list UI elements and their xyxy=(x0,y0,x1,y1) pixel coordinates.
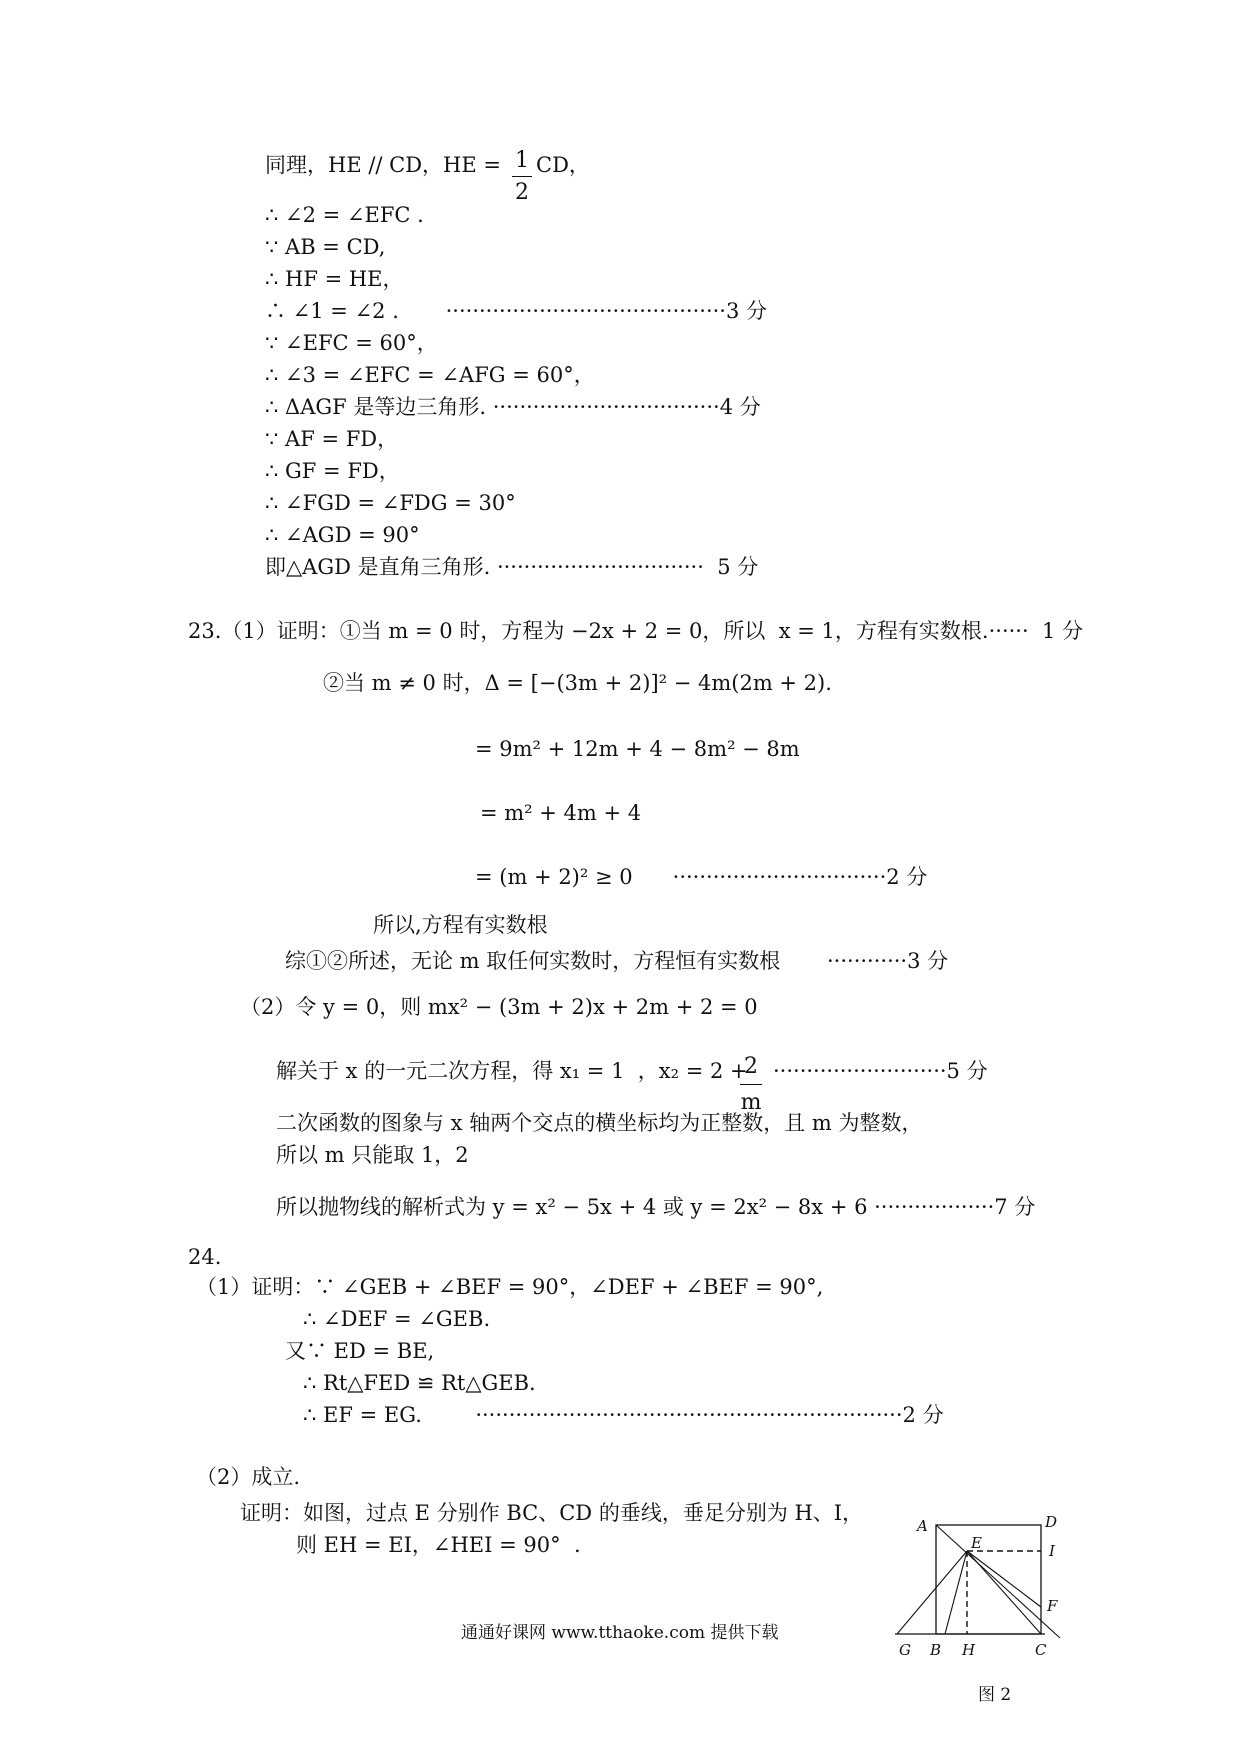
text-line: 解关于 x 的一元二次方程，得 x₁ = 1 ，x₂ = 2 + xyxy=(276,1059,748,1083)
text-line: ∴ GF = FD， xyxy=(265,459,400,483)
fraction-denominator: 2 xyxy=(515,180,529,205)
segment-ef xyxy=(967,1551,1041,1607)
label-c: C xyxy=(1035,1641,1047,1659)
fraction-suffix: CD， xyxy=(536,153,590,177)
footer-source: 通通好课网 www.tthaoke.com 提供下载 xyxy=(461,1623,779,1643)
text-line: = (m + 2)² ≥ 0 ································2 分 xyxy=(475,865,928,889)
fraction-bar xyxy=(512,176,532,177)
text-line: （1）证明：∵ ∠GEB + ∠BEF = 90°，∠DEF + ∠BEF = 90°, xyxy=(196,1275,824,1299)
geometry-figure xyxy=(885,1515,1075,1695)
label-b: B xyxy=(930,1641,942,1659)
text-line: ∴ HF = HE， xyxy=(265,267,404,291)
text-line: ∴ ∠FGD = ∠FDG = 30° xyxy=(265,491,516,515)
text-line: 所以抛物线的解析式为 y = x² − 5x + 4 或 y = 2x² − 8x + 6 ··················7 分 xyxy=(276,1195,1036,1219)
label-h: H xyxy=(962,1641,976,1659)
text-line: ∴ ∠AGD = 90° xyxy=(265,523,420,547)
label-g: G xyxy=(899,1641,911,1659)
text-line: ∴ ΔAGF 是等边三角形. ··································4 分 xyxy=(265,395,761,419)
text-line: ∴ Rt△FED ≌ Rt△GEB. xyxy=(303,1371,536,1395)
text-line: ∵ AB = CD, xyxy=(265,235,386,259)
text-line: ∴ ∠1 = ∠2 . ··········································3 分 xyxy=(265,299,768,323)
square-abcd xyxy=(936,1525,1041,1634)
text-line: 则 EH = EI，∠HEI = 90° . xyxy=(296,1533,581,1557)
text-line: ∴ ∠DEF = ∠GEB. xyxy=(303,1307,491,1331)
text-line: 24. xyxy=(188,1245,222,1269)
fraction-denominator: m xyxy=(740,1090,762,1115)
text-line: （2）令 y = 0，则 mx² − (3m + 2)x + 2m + 2 = 0 xyxy=(240,995,758,1019)
fraction-numerator: 2 xyxy=(744,1054,758,1079)
label-i: I xyxy=(1049,1542,1055,1560)
text-line: ··························5 分 xyxy=(773,1059,988,1083)
fraction-bar xyxy=(740,1084,762,1085)
label-f: F xyxy=(1047,1597,1058,1615)
text-line: 二次函数的图象与 x 轴两个交点的横坐标均为正整数，且 m 为整数， xyxy=(276,1111,923,1135)
text-line: = 9m² + 12m + 4 − 8m² − 8m xyxy=(475,737,800,761)
text-line: ②当 m ≠ 0 时，Δ = [−(3m + 2)]² − 4m(2m + 2). xyxy=(323,671,832,695)
text-line: 23.（1）证明：①当 m = 0 时，方程为 −2x + 2 = 0，所以 x = 1，方程有实数根.······ 1 分 xyxy=(188,619,1084,643)
label-a: A xyxy=(917,1517,928,1535)
text-line: 综①②所述，无论 m 取任何实数时，方程恒有实数根 ············3 分 xyxy=(285,949,949,973)
figure-caption: 图 2 xyxy=(978,1685,1012,1705)
text-line: 所以,方程有实数根 xyxy=(373,913,548,937)
segment-ec xyxy=(967,1551,1041,1634)
text-line: （2）成立. xyxy=(196,1465,301,1489)
text-line: 证明：如图，过点 E 分别作 BC、CD 的垂线，垂足分别为 H、I， xyxy=(240,1501,864,1525)
text-line: = m² + 4m + 4 xyxy=(480,801,642,825)
fraction-numerator: 1 xyxy=(515,148,529,173)
text-line: 同理，HE // CD，HE = xyxy=(265,153,508,177)
text-line: ∴ ∠3 = ∠EFC = ∠AFG = 60°， xyxy=(265,363,595,387)
text-line: ∵ ∠EFC = 60°， xyxy=(265,331,438,355)
label-e: E xyxy=(971,1534,982,1552)
label-d: D xyxy=(1045,1515,1058,1531)
text-line: 即△AGD 是直角三角形. ······························· 5 分 xyxy=(265,555,759,579)
text-line: ∴ ∠2 = ∠EFC . xyxy=(265,203,424,227)
text-line: 所以 m 只能取 1，2 xyxy=(276,1143,469,1167)
text-line: 又∵ ED = BE, xyxy=(285,1339,435,1363)
text-line: ∵ AF = FD， xyxy=(265,427,399,451)
text-line: ∴ EF = EG. ································································2 分 xyxy=(303,1403,944,1427)
